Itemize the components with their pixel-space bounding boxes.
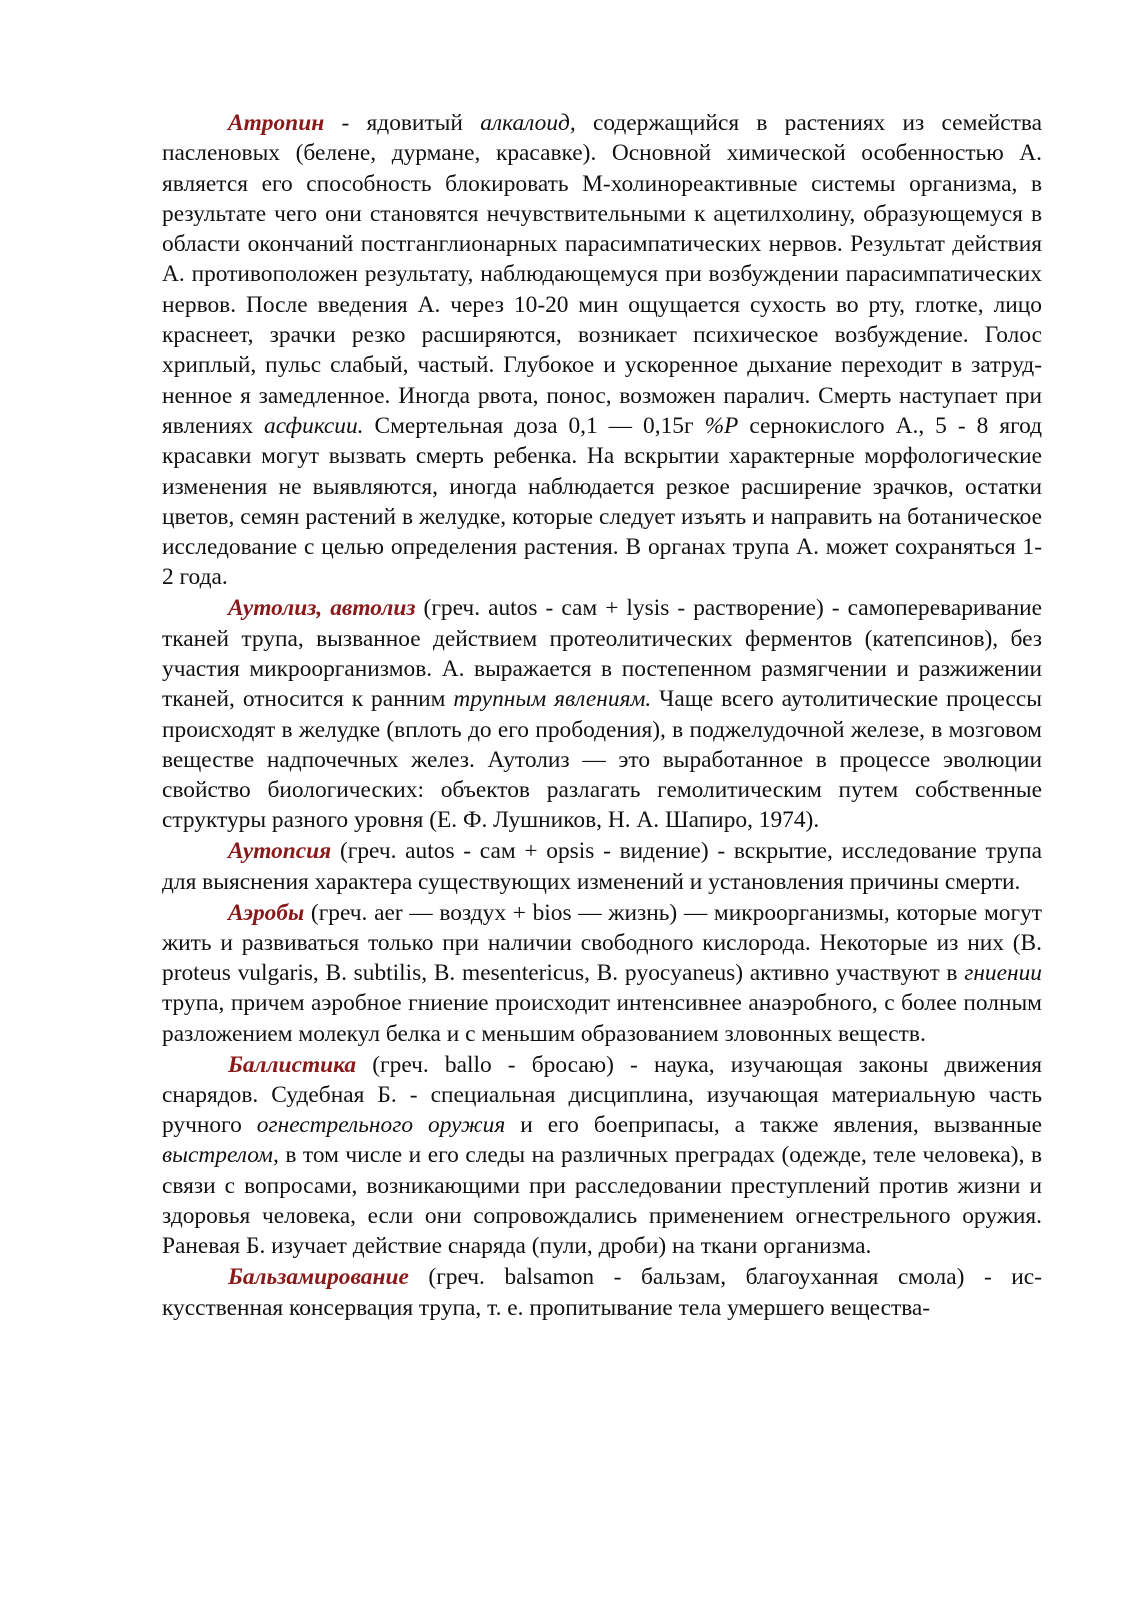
- cross-reference: алкалоид,: [480, 110, 576, 136]
- text-segment: (греч. balsamon - бальзам, благоуханная смола) - искусственная консервация трупа, т. е. пропитывание тела умершего вещества-: [162, 1264, 1042, 1321]
- text-segment: - ядовитый: [324, 110, 481, 136]
- text-segment: (греч. ballo - бросаю) - наука, изучающая законы движения снарядов. Судебная Б. - специальная дисциплина, изучающая материальную часть ручного: [162, 1051, 1042, 1139]
- entry-atropine: [162, 108, 1042, 593]
- text-segment: (греч. autos - сам + opsis - видение) - вскрытие, исследование трупа для выяснения характера существующих изменений и установления причины смерти.: [162, 838, 1042, 895]
- entry-autopsy: [162, 836, 1042, 897]
- term-atropine: Атропин: [228, 110, 325, 136]
- cross-reference: выстрелом,: [162, 1142, 279, 1169]
- text-segment: и его боеприпасы, а также явления, вызванные: [505, 1112, 1042, 1139]
- italic-text: %Р: [704, 412, 739, 439]
- cross-reference: гниении: [964, 960, 1042, 987]
- entry-ballistics: [162, 1050, 1042, 1262]
- term-autolysis: Аутолиз, автолиз: [228, 595, 416, 622]
- document-page: [162, 108, 1042, 1323]
- text-segment: трупа, причем аэробное гниение происходит интенсивнее анаэробного, с более полным разложением молекул белка и с меньшим образованием зловонных веществ.: [162, 990, 1042, 1047]
- term-ballistics: Баллистика: [228, 1051, 357, 1078]
- text-segment: (греч. autos - сам + lysis - растворение) - самопереваривание тканей трупа, вызванное действием протеолитических ферментов (катепсинов), без участия микроорганизмов. А. выражается в постепенном размягчении и разжижении тканей, относится к ранним: [162, 595, 1042, 713]
- entry-embalming: [162, 1262, 1042, 1323]
- text-segment: содержащийся в растениях из семейства пасленовых (белене, дурмане, красавке). Основной химической особенностью А. является его способность блокировать М-холинореактивные системы организма, в результате чего они становятся нечувствительными к ацетилхолину, образующемуся в области окончаний постганглионарных парасимпатических нервов. Результат действия А. противоположен результату, наблюдающемуся при возбуждении парасимпатических нервов. После введения А. через 10-20 мин ощущается сухость во рту, глотке, лицо краснеет, зрачки резко расширяются, возникает психическое возбуждение. Голос хриплый, пульс слабый, частый. Глубокое и ускоренное дыхание переходит в затрудненное я замедленное. Иногда рвота, понос, возможен паралич. Смерть наступает при явлениях: [162, 110, 1042, 439]
- entry-autolysis: [162, 593, 1042, 835]
- term-autopsy: Аутопсия: [228, 838, 332, 865]
- text-segment: (греч. aer — воздух + bios — жизнь) — микроорганизмы, которые могут жить и развиваться только при наличии свободного кислорода. Некоторые из них (В. proteus vulgaris, В. subtilis, В. mesentericus, В. pyocyaneus) активно участвуют в: [162, 899, 1042, 987]
- text-segment: Чаще всего аутолитические процессы происходят в желудке (вплоть до его прободения), в поджелудочной железе, в мозговом веществе надпочечных желез. Аутолиз — это выработанное в процессе эволюции свойство биологических: объектов разлагать гемолитическим путем собственные структуры разного уровня (Е. Ф. Лушников, Н. А. Шапиро, 1974).: [162, 686, 1042, 834]
- cross-reference: трупным явлениям.: [453, 686, 652, 713]
- entry-aerobes: [162, 898, 1042, 1049]
- term-aerobes: Аэробы: [228, 899, 305, 926]
- term-embalming: Бальзамирование: [228, 1264, 409, 1291]
- text-segment: в том числе и его следы на различных преградах (одежде, теле человека), в связи с вопросами, возникающими при расследовании преступлений против жизни и здоровья человека, если они сопровождались применением огнестрельного оружия. Раневая Б. изучает действие снаряда (пули, дроби) на ткани организма.: [162, 1142, 1042, 1260]
- text-segment: сернокислого А., 5 - 8 ягод красавки могут вызвать смерть ребенка. На вскрытии характерные морфологические изменения не выявляются, иногда наблюдается резкое расширение зрачков, остатки цветов, семян растений в желудке, которые следует изъять и направить на ботаническое исследование с целью определения растения. В органах трупа А. может сохраняться 1-2 года.: [162, 412, 1043, 591]
- text-segment: Смертельная доза 0,1 — 0,15г: [363, 412, 705, 439]
- cross-reference: асфиксии.: [264, 412, 364, 439]
- cross-reference: огнестрельного оружия: [256, 1112, 506, 1139]
